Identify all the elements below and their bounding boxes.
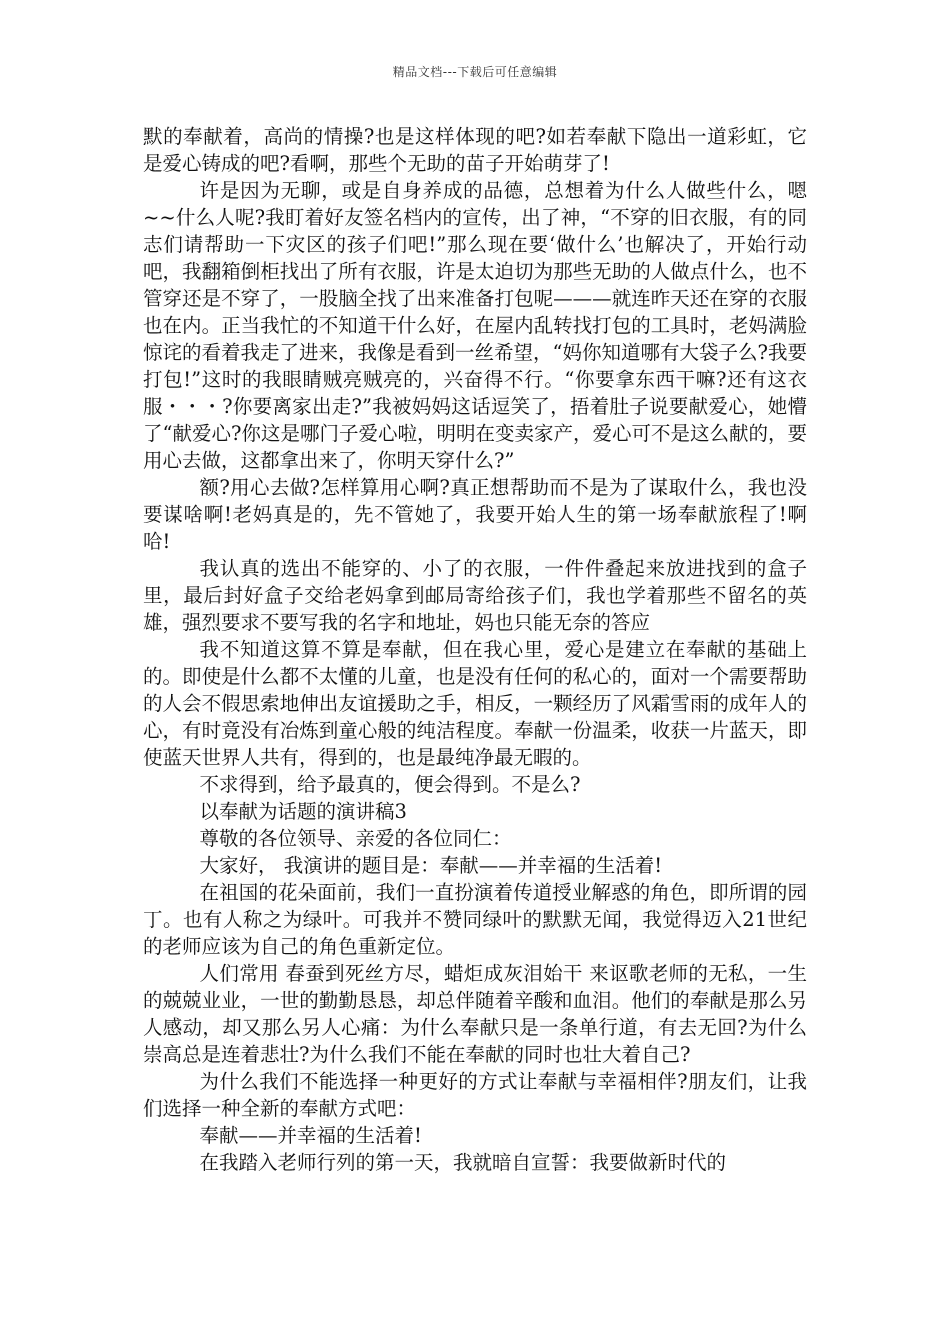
paragraph: 大家好， 我演讲的题目是：奉献——并幸福的生活着! (199, 854, 663, 877)
page-header: 精品文档---下载后可任意编辑 (392, 65, 558, 79)
paragraph: 人们常用 春蚕到死丝方尽，蜡炬成灰泪始干 来讴歌老师的无私，一生的兢兢业业，一世的勤勤恳恳，却总伴随着辛酸和血泪。他们的奉献是那么另人感动，却又那么另人心痛：为什么奉献只是一条单行道，有去无回?为什么崇高总是连着悲壮?为什么我们不能在奉献的同时也壮大着自己? (143, 962, 807, 1066)
paragraph: 在祖国的花朵面前，我们一直扮演着传道授业解惑的角色，即所谓的园丁。也有人称之为绿叶。可我并不赞同绿叶的默默无闻，我觉得迈入21世纪的老师应该为自己的角色重新定位。 (143, 881, 807, 958)
paragraph: 我认真的选出不能穿的、小了的衣服，一件件叠起来放进找到的盒子里，最后封好盒子交给老妈拿到邮局寄给孩子们，我也学着那些不留名的英雄，强烈要求不要写我的名字和地址，妈也只能无奈的答应 (143, 557, 807, 634)
paragraph: 许是因为无聊，或是自身养成的品德，总想着为什么人做些什么，嗯~~什么人呢?我盯着好友签名档内的宣传，出了神，“不穿的旧衣服，有的同志们请帮助一下灾区的孩子们吧!”那么现在要‘做什么’也解决了，开始行动吧，我翻箱倒柜找出了所有衣服，许是太迫切为那些无助的人做点什么，也不管穿还是不穿了，一股脑全找了出来准备打包呢———就连昨天还在穿的衣服也在内。正当我忙的不知道干什么好，在屋内乱转找打包的工具时，老妈满脸惊诧的看着我走了进来，我像是看到一丝希望，“妈你知道哪有大袋子么?我要打包!”这时的我眼睛贼亮贼亮的，兴奋得不行。“你要拿东西干嘛?还有这衣服・・・?你要离家出走?”我被妈妈这话逗笑了，捂着肚子说要献爱心，她懵了“献爱心?你这是哪门子爱心啦，明明在变卖家产，爱心可不是这么献的，要用心去做，这都拿出来了，你明天穿什么?” (143, 179, 807, 472)
paragraph: 我不知道这算不算是奉献，但在我心里，爱心是建立在奉献的基础上的。即使是什么都不太懂的儿童，也是没有任何的私心的，面对一个需要帮助的人会不假思索地伸出友谊援助之手，相反，一颗经历了风霜雪雨的成年人的心，有时竟没有冶炼到童心般的纯洁程度。奉献一份温柔，收获一片蓝天，即使蓝天世界人共有，得到的，也是最纯净最无暇的。 (143, 638, 807, 769)
paragraph: 为什么我们不能选择一种更好的方式让奉献与幸福相伴?朋友们，让我们选择一种全新的奉献方式吧： (143, 1070, 807, 1120)
document-body (143, 123, 807, 1176)
paragraph: 额?用心去做?怎样算用心啊?真正想帮助而不是为了谋取什么，我也没要谋啥啊!老妈真是的，先不管她了，我要开始人生的第一场奉献旅程了!啊哈! (143, 476, 807, 553)
paragraph: 奉献——并幸福的生活着! (199, 1124, 422, 1147)
section-heading: 以奉献为话题的演讲稿3 (199, 800, 407, 823)
paragraph: 不求得到，给予最真的，便会得到。不是么? (199, 773, 581, 796)
salutation: 尊敬的各位领导、亲爱的各位同仁： (199, 827, 512, 850)
paragraph: 默的奉献着，高尚的情操?也是这样体现的吧?如若奉献下隐出一道彩虹，它是爱心铸成的吧?看啊，那些个无助的苗子开始萌芽了! (143, 125, 807, 175)
paragraph: 在我踏入老师行列的第一天，我就暗自宣誓：我要做新时代的 (199, 1151, 727, 1174)
